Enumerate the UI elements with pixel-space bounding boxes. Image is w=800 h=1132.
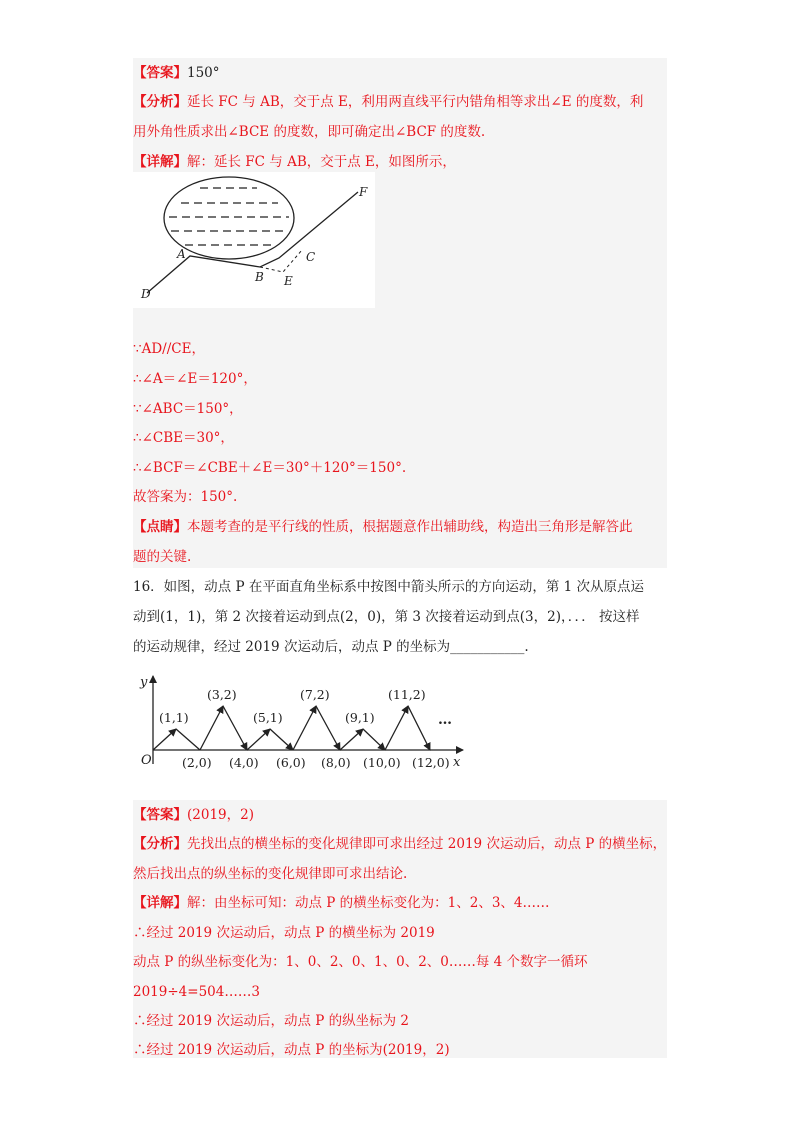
q15-geometry-figure [133, 172, 375, 308]
y-axis-label: y [140, 675, 148, 690]
q15-step-6: 故答案为：150°. [133, 489, 238, 505]
q16-detail-line-4: ∴经过 2019 次运动后，动点 P 的纵坐标为 2 [133, 1013, 409, 1029]
point-label-4-0: (4,0) [229, 755, 259, 770]
point-label-9-1: (9,1) [345, 710, 375, 725]
q16-detail-line-1: ∴经过 2019 次运动后，动点 P 的横坐标为 2019 [133, 925, 435, 941]
q16-stem: 16．如图，动点 P 在平面直角坐标系中按图中箭头所示的方向运动，第 1 次从原点运 [133, 579, 645, 595]
q16-detail: 【详解】解：由坐标可知：动点 P 的横坐标变化为：1、2、3、4…… [133, 895, 550, 911]
q15-step-2: ∴∠A＝∠E＝120°， [133, 371, 257, 387]
label-B: B [255, 270, 264, 284]
q16-stem-cont-1: 动到(1，1)，第 2 次接着运动到点(2，0)，第 3 次接着运动到点(3，2)，．．． 按这样 [133, 609, 640, 625]
q16-detail-line-3: 2019÷4=504……3 [133, 984, 260, 1000]
point-label-3-2: (3,2) [207, 687, 237, 702]
q15-step-4: ∴∠CBE＝30°， [133, 430, 234, 446]
ellipsis: … [438, 712, 452, 728]
q16-answer: 【答案】(2019，2) [133, 807, 254, 823]
point-label-12-0: (12,0) [412, 755, 450, 770]
label-F: F [359, 185, 368, 199]
q16-analysis-cont: 然后找出点的纵坐标的变化规律即可求出结论. [133, 866, 408, 882]
label-C: C [306, 250, 316, 264]
point-label-11-2: (11,2) [388, 687, 426, 702]
q16-analysis: 【分析】先找出点的横坐标的变化规律即可求出经过 2019 次运动后，动点 P 的横坐标， [133, 836, 667, 852]
x-axis-label: x [453, 755, 461, 770]
point-label-8-0: (8,0) [321, 755, 351, 770]
origin-label: O [141, 753, 152, 768]
q15-comment: 【点睛】本题考查的是平行线的性质，根据题意作出辅助线，构造出三角形是解答此 [133, 519, 633, 535]
q16-stem-cont-2: 的运动规律，经过 2019 次运动后，动点 P 的坐标为___________. [133, 639, 529, 655]
point-label-6-0: (6,0) [276, 755, 306, 770]
q15-step-3: ∵∠ABC＝150°， [133, 401, 243, 417]
point-label-10-0: (10,0) [363, 755, 401, 770]
q15-step-5: ∴∠BCF＝∠CBE＋∠E＝30°＋120°＝150°. [133, 460, 407, 476]
q15-comment-cont: 题的关键. [133, 549, 192, 565]
q16-detail-line-5: ∴经过 2019 次运动后，动点 P 的坐标为(2019，2) [133, 1042, 450, 1058]
point-label-5-1: (5,1) [253, 710, 283, 725]
label-E: E [284, 274, 293, 288]
q15-step-1: ∵AD//CE， [133, 341, 205, 357]
point-label-2-0: (2,0) [182, 755, 212, 770]
q16-detail-line-2: 动点 P 的纵坐标变化为：1、0、2、0、1、0、2、0……每 4 个数字一循环 [133, 954, 588, 970]
point-label-1-1: (1,1) [159, 710, 189, 725]
q15-answer: 【答案】150° [133, 65, 220, 81]
q15-analysis: 【分析】延长 FC 与 AB，交于点 E，利用两直线平行内错角相等求出∠E 的度数，利 [133, 94, 644, 110]
point-label-7-2: (7,2) [300, 687, 330, 702]
label-A: A [177, 247, 186, 261]
label-D: D [141, 287, 151, 301]
q15-analysis-cont: 用外角性质求出∠BCE 的度数，即可确定出∠BCF 的度数. [133, 124, 486, 140]
q15-detail: 【详解】解：延长 FC 与 AB，交于点 E，如图所示， [133, 154, 456, 170]
q16-coordinate-figure [133, 668, 473, 778]
